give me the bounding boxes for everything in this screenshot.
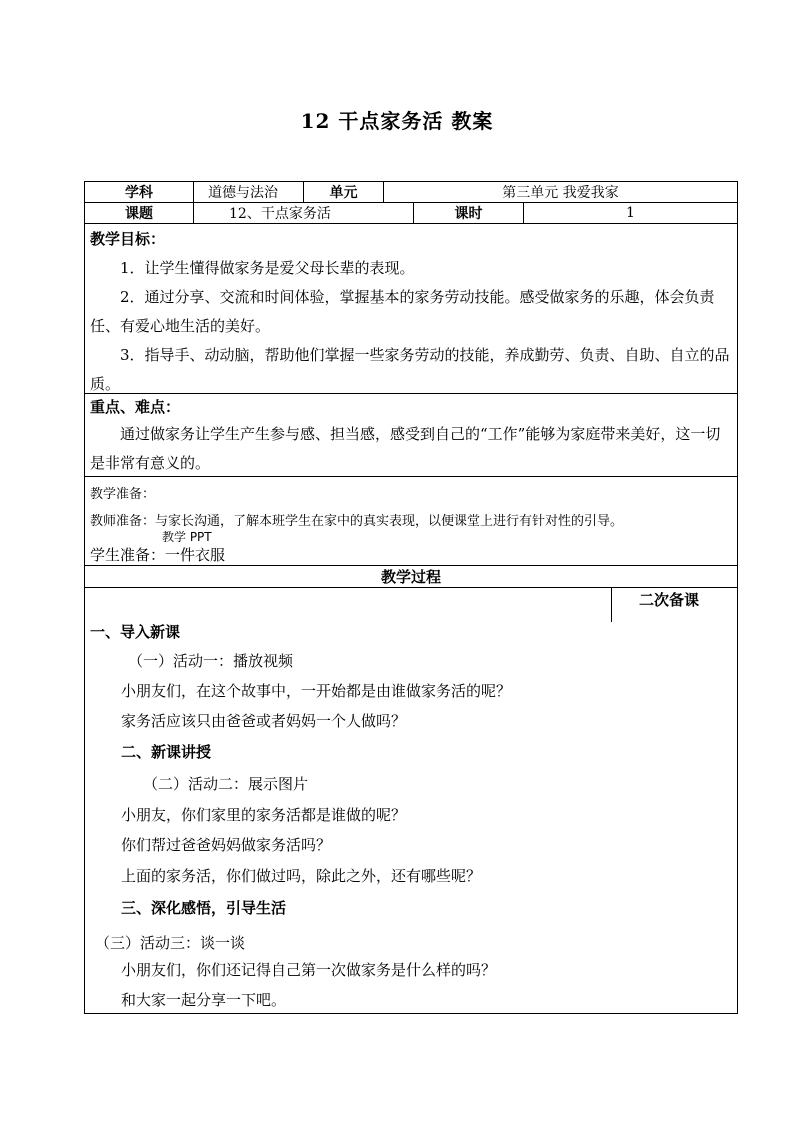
process-line: （一）活动一：播放视频 (128, 652, 294, 670)
subject-value: 道德与法治 (194, 182, 304, 202)
hours-label: 课时 (414, 203, 524, 223)
process-line: 一、导入新课 (90, 623, 181, 641)
process-line: （三）活动三：谈一谈 (95, 934, 246, 952)
process-line: （二）活动二：展示图片 (143, 775, 309, 793)
objective-item: 3．指导手、动动脑，帮助他们掌握一些家务劳动的技能，养成勤劳、负责、自助、自立的品质。 (90, 346, 730, 393)
process-divider (611, 588, 612, 622)
objective-item: 2．通过分享、交流和时间体验，掌握基本的家务劳动技能。感受做家务的乐趣，体会负责任、有爱心地生活的美好。 (90, 288, 715, 335)
unit-value: 第三单元 我爱我家 (502, 185, 619, 201)
topic-label: 课题 (85, 203, 194, 223)
objectives-title: 教学目标： (90, 230, 166, 248)
process-line: 三、深化感悟，引导生活 (121, 899, 287, 917)
preparation-section (85, 477, 737, 566)
page-title: 12 干点家务活 教案 (300, 109, 494, 133)
lesson-plan-table (84, 181, 738, 1014)
subject-label: 学科 (85, 182, 194, 202)
teacher-preparation-extra: 教学 PPT (162, 530, 212, 544)
preparation-title: 教学准备： (90, 487, 156, 502)
process-line: 二、新课讲授 (121, 743, 212, 761)
objectives-section (85, 224, 737, 394)
process-line: 小朋友们，你们还记得自己第一次做家务是什么样的吗？ (121, 961, 497, 979)
process-title-row (85, 566, 737, 588)
key-points-section (85, 394, 737, 477)
process-line: 家务活应该只由爸爸或者妈妈一个人做吗？ (121, 712, 407, 730)
objective-item: 1．让学生懂得做家务是爱父母长辈的表现。 (120, 259, 415, 277)
process-title: 教学过程 (380, 568, 441, 586)
hours-value: 1 (626, 205, 635, 221)
table-row (85, 182, 737, 203)
key-points-text: 通过做家务让学生产生参与感、担当感，感受到自己的“工作”能够为家庭带来美好，这一切是非常有意义的。 (90, 425, 721, 472)
student-preparation: 学生准备：一件衣服 (90, 546, 226, 564)
key-points-title: 重点、难点： (90, 398, 181, 416)
topic-value: 12、干点家务活 (194, 203, 414, 223)
process-line: 你们帮过爸爸妈妈做家务活吗？ (121, 836, 332, 854)
table-row (85, 203, 737, 224)
teacher-preparation: 教师准备：与家长沟通，了解本班学生在家中的真实表现，以便课堂上进行有针对性的引导。 (90, 514, 624, 529)
process-line: 小朋友们，在这个故事中，一开始都是由谁做家务活的呢？ (121, 682, 512, 700)
process-line: 和大家一起分享一下吧。 (121, 991, 287, 1009)
second-prep-title: 二次备课 (639, 591, 700, 609)
process-line: 小朋友，你们家里的家务活都是谁做的呢？ (121, 806, 407, 824)
process-line: 上面的家务活，你们做过吗，除此之外，还有哪些呢？ (121, 867, 482, 885)
unit-label: 单元 (304, 182, 384, 202)
